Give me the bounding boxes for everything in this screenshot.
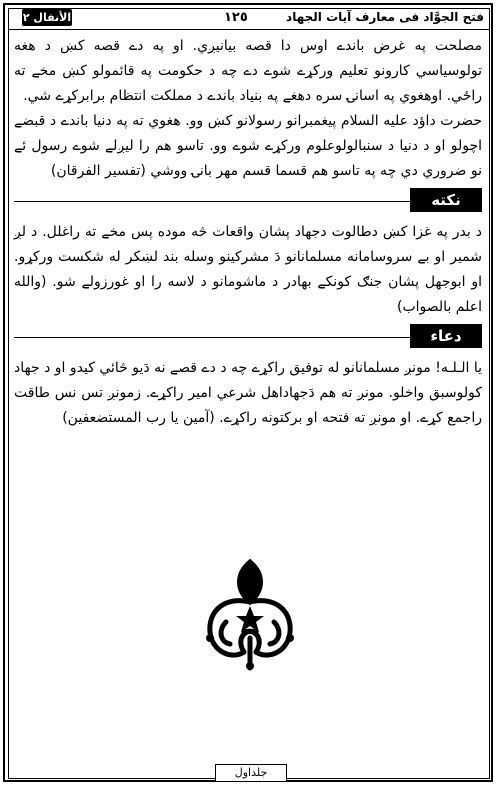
page-body: [14, 34, 482, 431]
body-paragraph: يا الـلـه! مونږ مسلمانانو له توفيق راكړے چه د دے قصے نه دَيو څائي كيدو او د جهاد كولوسبق واخلو. مونږ ته هم دَجهاداهل شرعي امير راكړے. زمونږ تس نس طاقت راجمع كړے. او مونږ ته فتحه او بركتونه راكړے. (آمين يا رب المستضعفين): [14, 360, 482, 426]
volume-label: جلداول: [215, 764, 287, 781]
body-paragraph: مصلحت په غرض باندے اوس دا قصه بيانيږي. او په دے قصه كښ د هغه تولوسياسي كارونو تعليم وركړے شوے دے چه د حكومت په قائمولو كښ مخے ته راځي. اوهغوي په اسانۍ سره دهغے په بنياد باندے د مملكت انتظام برابركړے شي.: [14, 38, 482, 104]
heading-label: نكته: [410, 188, 482, 212]
surah-badge: الأنفال ٢: [22, 11, 72, 24]
section-heading-dua: [14, 324, 482, 350]
body-paragraph: د بدر په غزا كښ دطالوت دجهاد پشان واقعات څه موده پس مخے ته راغلل. د لږ شمير او بے سروسامانه مسلمانانو دَ مشركينو وسله بند لښكر له شكست وركړو. او ابوجهل پشان جنګ كونكے بهادر د ماشومانو د لاسه را او غورزولے شو. (والله اعلم بالصواب): [14, 224, 482, 315]
page-number: ١٢٥: [224, 10, 248, 25]
decorative-ornament-icon: [196, 556, 304, 672]
heading-label: دعاء: [410, 324, 482, 348]
body-paragraph: حضرت داؤد عليه السلام پيغمبرانو رسولانو كښ وو. هغوي ته په دنيا باندے د قبضے اچولو او د دنيا د سنبالولوعلوم وركړے شوے وو. تاسو هم را ليږلے شوے رسول ئے نو ضروري دي چه په تاسو هم قسما قسم مهر بانۍ ووشي (تفسير الفرقان): [14, 113, 482, 179]
page-header: [8, 8, 490, 30]
section-heading-nukta: [14, 188, 482, 214]
book-title: فتح الجوَّاد فى معارف آيات الجهاد: [286, 10, 484, 24]
